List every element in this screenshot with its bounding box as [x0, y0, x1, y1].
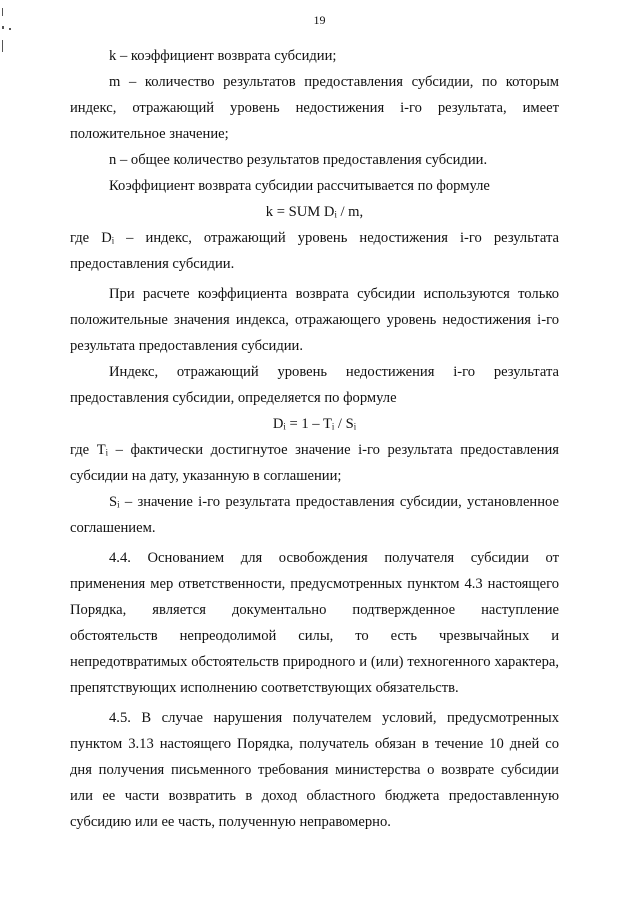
formula-k: k = SUM Dᵢ / m,	[265, 204, 364, 220]
definition-m: m – количество результатов предоставления субсидии, по которым индекс, отражающий уровень недостижения i-го результата, имеет положительное значение;	[70, 74, 559, 142]
definition-k: k – коэффициент возврата субсидии;	[109, 48, 337, 64]
formula-intro-k: Коэффициент возврата субсидии рассчитывается по формуле	[109, 178, 490, 194]
formula-intro-d: Индекс, отражающий уровень недостижения i-го результата предоставления субсидии, определяется по формуле	[70, 364, 559, 406]
definition-d: где Dᵢ – индекс, отражающий уровень недостижения i-го результата предоставления субсидии.	[70, 230, 559, 272]
formula-d: Dᵢ = 1 – Tᵢ / Sᵢ	[272, 416, 357, 432]
document-body	[70, 43, 559, 835]
definition-n: n – общее количество результатов предоставления субсидии.	[109, 152, 488, 168]
paragraph-positive-values: При расчете коэффициента возврата субсидии используются только положительные значения индекса, отражающего уровень недостижения i-го результата предоставления субсидии.	[70, 286, 559, 354]
page-number: 19	[313, 13, 326, 27]
scan-margin-marks	[0, 0, 20, 80]
definition-t: где Tᵢ – фактически достигнутое значение i-го результата предоставления субсидии на дату, указанную в соглашении;	[70, 442, 559, 484]
clause-4-4: 4.4. Основанием для освобождения получателя субсидии от применения мер ответственности, предусмотренных пунктом 4.3 настоящего Порядка, является документально подтвержденное наступление обстоятельств непреодолимой силы, то есть чрезвычайных и непредотвратимых обстоятельств природного и (или) техногенного характера, препятствующих исполнению соответствующих обязательств.	[70, 550, 559, 696]
clause-4-5: 4.5. В случае нарушения получателем условий, предусмотренных пунктом 3.13 настоящего Порядка, получатель обязан в течение 10 дней со дня получения письменного требования министерства о возврате субсидии или ее части возвратить в доход областного бюджета предоставленную субсидию или ее часть, полученную неправомерно.	[70, 710, 559, 830]
definition-s: Sᵢ – значение i-го результата предоставления субсидии, установленное соглашением.	[70, 494, 559, 536]
